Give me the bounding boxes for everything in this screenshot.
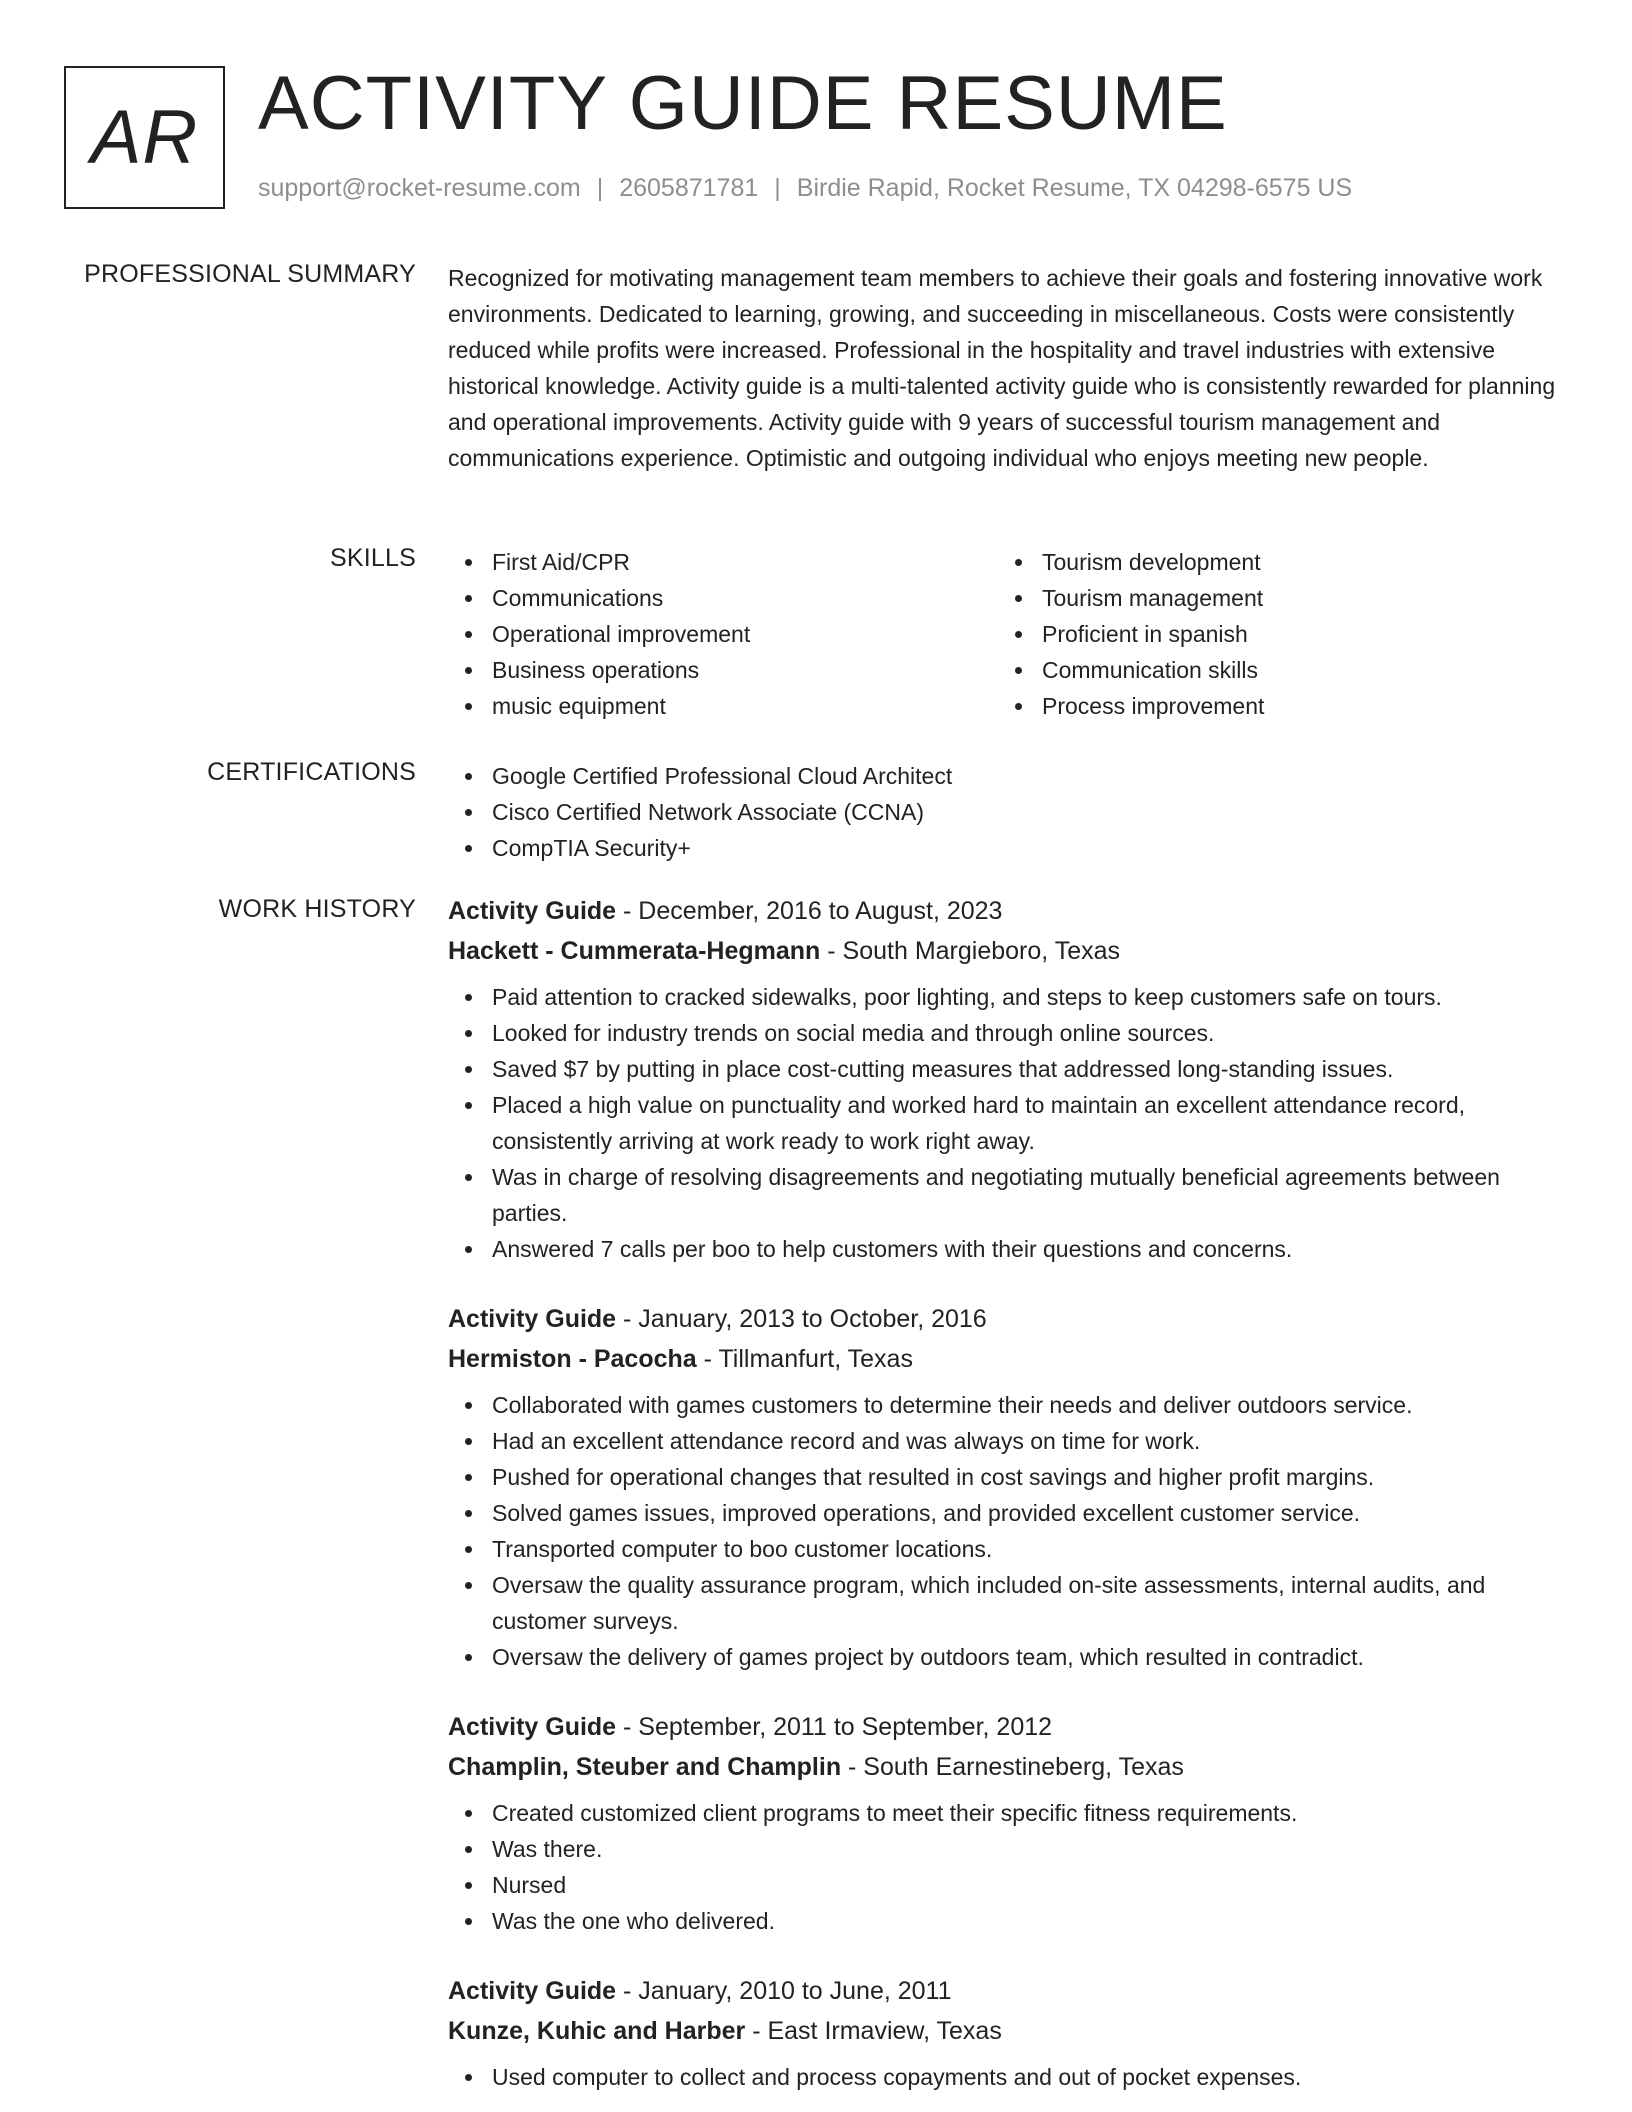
skills-heading: SKILLS xyxy=(330,544,416,572)
skill-item: Communications xyxy=(448,580,998,616)
job-duty: Was in charge of resolving disagreements and negotiating mutually beneficial agreements between parties. xyxy=(448,1159,1568,1231)
job-title: Activity Guide xyxy=(448,1977,617,2005)
certification-item: CompTIA Security+ xyxy=(448,830,1568,866)
skill-item: Communication skills xyxy=(998,652,1548,688)
certification-item: Google Certified Professional Cloud Architect xyxy=(448,758,1568,794)
skills-grid xyxy=(448,544,1568,724)
job-title-line xyxy=(448,1299,1568,1339)
job-title: Activity Guide xyxy=(448,1713,617,1741)
resume-title: ACTIVITY GUIDE RESUME xyxy=(258,61,1228,146)
skill-item: Tourism management xyxy=(998,580,1548,616)
summary-heading: PROFESSIONAL SUMMARY xyxy=(84,260,416,288)
job-duty: Answered 7 calls per boo to help customers with their questions and concerns. xyxy=(448,1231,1568,1267)
job-title: Activity Guide xyxy=(448,897,617,925)
job-duty: Placed a high value on punctuality and worked hard to maintain an excellent attendance record, consistently arriving at work ready to work right away. xyxy=(448,1087,1568,1159)
job-location: - South Margieboro, Texas xyxy=(820,937,1121,965)
job-company-line xyxy=(448,931,1568,971)
job-duty: Pushed for operational changes that resulted in cost savings and higher profit margins. xyxy=(448,1459,1568,1495)
job-duty: Solved games issues, improved operations, and provided excellent customer service. xyxy=(448,1495,1568,1531)
job-duty: Oversaw the delivery of games project by outdoors team, which resulted in contradict. xyxy=(448,1639,1568,1675)
job-duty: Looked for industry trends on social media and through online sources. xyxy=(448,1015,1568,1051)
job-duty: Created customized client programs to meet their specific fitness requirements. xyxy=(448,1795,1568,1831)
job-dates: - September, 2011 to September, 2012 xyxy=(616,1713,1053,1741)
job-company: Kunze, Kuhic and Harber xyxy=(448,2017,746,2045)
skill-item: Process improvement xyxy=(998,688,1548,724)
skill-item: music equipment xyxy=(448,688,998,724)
job-title-line xyxy=(448,1971,1568,2011)
job-duties xyxy=(448,1795,1568,1939)
job-duty: Was the one who delivered. xyxy=(448,1903,1568,1939)
job-duty: Collaborated with games customers to determine their needs and deliver outdoors service. xyxy=(448,1387,1568,1423)
skill-item: Tourism development xyxy=(998,544,1548,580)
contact-line xyxy=(258,174,1352,203)
job-company: Champlin, Steuber and Champlin xyxy=(448,1753,842,1781)
job-duty: Had an excellent attendance record and was always on time for work. xyxy=(448,1423,1568,1459)
job-dates: - January, 2010 to June, 2011 xyxy=(616,1977,952,2005)
resume-header xyxy=(64,61,1568,210)
monogram-badge: AR xyxy=(64,66,225,209)
work-history-body xyxy=(448,891,1568,2112)
work-history-heading: WORK HISTORY xyxy=(218,895,416,923)
job-entry xyxy=(448,1971,1568,2095)
job-duty: Transported computer to boo customer locations. xyxy=(448,1531,1568,1567)
certifications-list xyxy=(448,758,1568,866)
contact-separator: | xyxy=(774,174,781,202)
job-entry xyxy=(448,891,1568,1267)
skill-item: First Aid/CPR xyxy=(448,544,998,580)
job-duties xyxy=(448,1387,1568,1675)
skill-item: Proficient in spanish xyxy=(998,616,1548,652)
job-company-line xyxy=(448,1339,1568,1379)
job-duty: Was there. xyxy=(448,1831,1568,1867)
job-company: Hermiston - Pacocha xyxy=(448,1345,697,1373)
job-dates: - January, 2013 to October, 2016 xyxy=(616,1305,987,1333)
job-duties xyxy=(448,2059,1568,2095)
job-location: - Tillmanfurt, Texas xyxy=(696,1345,913,1373)
certification-item: Cisco Certified Network Associate (CCNA) xyxy=(448,794,1568,830)
job-company: Hackett - Cummerata-Hegmann xyxy=(448,937,821,965)
job-duties xyxy=(448,979,1568,1267)
job-duty: Saved $7 by putting in place cost-cutting measures that addressed long-standing issues. xyxy=(448,1051,1568,1087)
job-duty: Oversaw the quality assurance program, which included on-site assessments, internal audits, and customer surveys. xyxy=(448,1567,1568,1639)
job-title: Activity Guide xyxy=(448,1305,617,1333)
job-duty: Used computer to collect and process copayments and out of pocket expenses. xyxy=(448,2059,1568,2095)
certifications-body xyxy=(448,758,1568,866)
job-entry xyxy=(448,1707,1568,1939)
contact-email: support@rocket-resume.com xyxy=(258,174,581,202)
certifications-heading: CERTIFICATIONS xyxy=(207,758,416,786)
job-dates: - December, 2016 to August, 2023 xyxy=(616,897,1003,925)
skill-item: Operational improvement xyxy=(448,616,998,652)
job-entry xyxy=(448,1299,1568,1675)
summary-text: Recognized for motivating management team members to achieve their goals and fostering innovative work environments. Dedicated to learning, growing, and succeeding in miscellaneous. Costs were consistently reduced while profits were increased. Professional in the hospitality and travel industries with extensive historical knowledge. Activity guide is a multi-talented activity guide who is consistently rewarded for planning and operational improvements. Activity guide with 9 years of successful tourism management and communications experience. Optimistic and outgoing individual who enjoys meeting new people. xyxy=(448,265,1556,471)
contact-separator: | xyxy=(596,174,604,202)
job-company-line xyxy=(448,2011,1568,2051)
job-location: - South Earnestineberg, Texas xyxy=(841,1753,1184,1781)
skills-list-left xyxy=(448,544,998,724)
job-company-line xyxy=(448,1747,1568,1787)
job-duty: Paid attention to cracked sidewalks, poor lighting, and steps to keep customers safe on tours. xyxy=(448,979,1568,1015)
job-title-line xyxy=(448,1707,1568,1747)
skill-item: Business operations xyxy=(448,652,998,688)
job-duty: Nursed xyxy=(448,1867,1568,1903)
skills-list-right xyxy=(998,544,1548,724)
contact-address: Birdie Rapid, Rocket Resume, TX 04298-6575 US xyxy=(796,174,1353,202)
contact-phone: 2605871781 xyxy=(619,174,759,202)
job-title-line xyxy=(448,891,1568,931)
job-location: - East Irmaview, Texas xyxy=(745,2017,1002,2045)
